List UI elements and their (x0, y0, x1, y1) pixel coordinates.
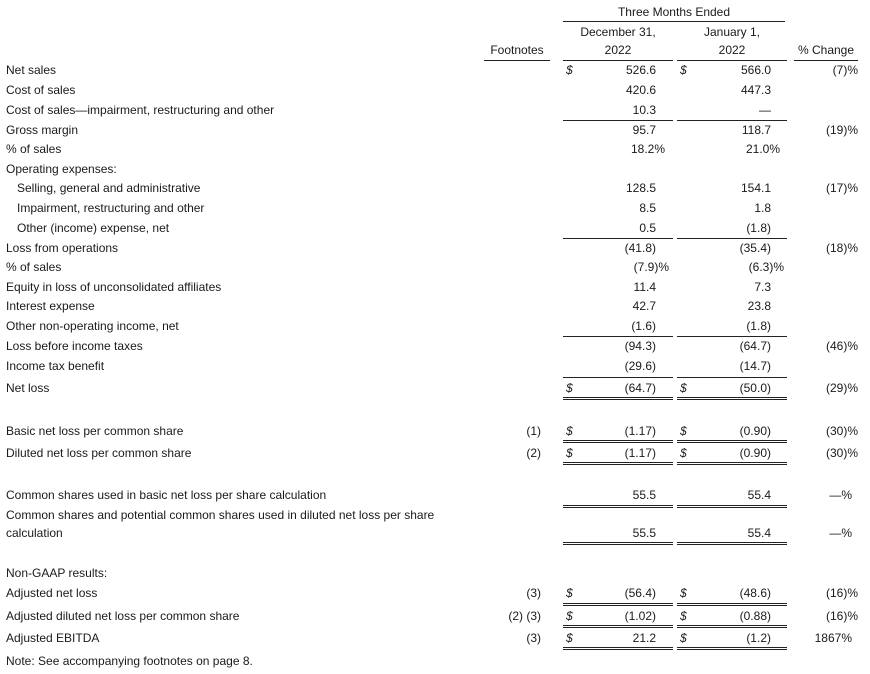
currency-symbol: $ (680, 381, 687, 395)
total-double-rule (563, 603, 673, 606)
row-label: Other non-operating income, net (6, 319, 179, 333)
currency-symbol: $ (566, 63, 573, 77)
percent-change: (30)% (825, 424, 858, 438)
value-current: (64.7) (624, 381, 656, 395)
footnote-ref: (1) (526, 424, 541, 438)
footnote-ref: (3) (526, 631, 541, 645)
header-col1-date: December 31, (580, 25, 656, 39)
value-current: 55.5 (632, 526, 656, 540)
value-prior: (1.8) (746, 319, 771, 333)
subtotal-rule (677, 120, 787, 121)
currency-symbol: $ (680, 446, 687, 460)
total-double-rule (677, 625, 787, 628)
header-three-months-ended: Three Months Ended (617, 5, 731, 19)
value-current: (1.17) (624, 446, 656, 460)
header-col2-rule (677, 60, 787, 61)
currency-symbol: $ (680, 609, 687, 623)
total-double-rule (563, 462, 673, 465)
row-label: Loss from operations (6, 241, 119, 255)
total-double-rule (563, 542, 673, 545)
value-prior: (0.88) (739, 609, 771, 623)
total-double-rule (563, 647, 673, 650)
value-prior: — (759, 103, 771, 117)
header-footnotes-rule (484, 60, 550, 61)
total-double-rule (677, 505, 787, 508)
value-current: 526.6 (625, 63, 656, 77)
value-prior: 23.8 (747, 299, 771, 313)
value-current: 420.6 (625, 83, 656, 97)
row-label: Cost of sales—impairment, restructuring and other (6, 103, 275, 117)
percent-change: 1867% (814, 631, 852, 645)
value-prior: (6.3)% (748, 260, 784, 274)
header-col1-year: 2022 (604, 43, 632, 57)
value-prior: (0.90) (739, 424, 771, 438)
value-prior: 21.0% (745, 142, 780, 156)
total-double-rule (563, 625, 673, 628)
header-percent-change: % Change (797, 43, 855, 57)
total-double-rule (563, 505, 673, 508)
row-label: Common shares and potential common shares used in diluted net loss per share (6, 508, 435, 522)
percent-change: (16)% (825, 609, 858, 623)
header-change-rule (794, 60, 858, 61)
subtotal-rule (563, 377, 673, 378)
currency-symbol: $ (566, 424, 573, 438)
currency-symbol: $ (566, 609, 573, 623)
footnote-ref: (2) (3) (508, 609, 541, 623)
row-label: Cost of sales (6, 83, 76, 97)
row-label: % of sales (6, 260, 62, 274)
value-prior: 447.3 (740, 83, 771, 97)
total-double-rule (563, 440, 673, 443)
total-double-rule (563, 397, 673, 400)
header-group-rule (563, 21, 785, 22)
value-current: 11.4 (633, 280, 656, 294)
subtotal-rule (563, 238, 673, 239)
value-current: 8.5 (639, 201, 656, 215)
percent-change: (16)% (825, 586, 858, 600)
value-prior: 118.7 (741, 123, 771, 137)
subtotal-rule (563, 336, 673, 337)
footnote-ref: (2) (526, 446, 541, 460)
value-prior: 154.1 (740, 181, 771, 195)
row-label: Loss before income taxes (6, 339, 143, 353)
value-current: 128.5 (625, 181, 656, 195)
row-label: Adjusted net loss (6, 586, 98, 600)
percent-change: (19)% (825, 123, 858, 137)
value-prior: (14.7) (739, 359, 771, 373)
total-double-rule (677, 462, 787, 465)
footnote-note: Note: See accompanying footnotes on page 8. (6, 654, 253, 668)
value-prior: (1.2) (746, 631, 771, 645)
total-double-rule (677, 647, 787, 650)
header-col1-rule (563, 60, 673, 61)
value-current: 95.7 (632, 123, 656, 137)
percent-change: (17)% (825, 181, 858, 195)
header-footnotes: Footnotes (490, 43, 544, 57)
value-prior: (35.4) (739, 241, 771, 255)
value-prior: 566.0 (740, 63, 771, 77)
value-current: (94.3) (624, 339, 656, 353)
row-label: Diluted net loss per common share (6, 446, 192, 460)
percent-change: —% (829, 488, 852, 502)
subtotal-rule (677, 336, 787, 337)
footnote-ref: (3) (526, 586, 541, 600)
row-label: Other (income) expense, net (17, 221, 170, 235)
value-current: (7.9)% (633, 260, 669, 274)
row-label: Equity in loss of unconsolidated affiliates (6, 280, 222, 294)
percent-change: (29)% (825, 381, 858, 395)
row-label: Net sales (6, 63, 57, 77)
row-label: Net loss (6, 381, 50, 395)
section-heading: Operating expenses: (6, 162, 117, 176)
total-double-rule (677, 440, 787, 443)
value-current: (1.17) (624, 424, 656, 438)
row-label: Impairment, restructuring and other (17, 201, 205, 215)
value-current: 18.2% (630, 142, 665, 156)
row-label-continuation: calculation (6, 526, 63, 540)
currency-symbol: $ (680, 63, 687, 77)
currency-symbol: $ (566, 381, 573, 395)
total-double-rule (677, 397, 787, 400)
row-label: % of sales (6, 142, 62, 156)
value-prior: (64.7) (739, 339, 771, 353)
percent-change: (7)% (832, 63, 858, 77)
value-prior: (48.6) (739, 586, 771, 600)
row-label: Basic net loss per common share (6, 424, 184, 438)
percent-change: (46)% (825, 339, 858, 353)
currency-symbol: $ (680, 424, 687, 438)
value-prior: 55.4 (747, 526, 771, 540)
section-heading: Non-GAAP results: (6, 566, 108, 580)
value-prior: (0.90) (739, 446, 771, 460)
total-double-rule (677, 542, 787, 545)
value-current: 55.5 (632, 488, 656, 502)
value-current: 42.7 (632, 299, 656, 313)
row-label: Gross margin (6, 123, 79, 137)
currency-symbol: $ (566, 631, 573, 645)
row-label: Adjusted EBITDA (6, 631, 100, 645)
value-prior: (50.0) (739, 381, 771, 395)
value-prior: 1.8 (754, 201, 771, 215)
value-current: (29.6) (624, 359, 656, 373)
value-current: 0.5 (639, 221, 656, 235)
row-label: Selling, general and administrative (17, 181, 201, 195)
row-label: Adjusted diluted net loss per common share (6, 609, 240, 623)
row-label: Common shares used in basic net loss per share calculation (6, 488, 327, 502)
total-double-rule (677, 603, 787, 606)
currency-symbol: $ (680, 631, 687, 645)
value-current: 10.3 (632, 103, 656, 117)
value-current: (1.02) (624, 609, 656, 623)
header-col2-year: 2022 (718, 43, 746, 57)
value-prior: (1.8) (746, 221, 771, 235)
currency-symbol: $ (566, 586, 573, 600)
subtotal-rule (563, 120, 673, 121)
subtotal-rule (677, 238, 787, 239)
value-current: (56.4) (624, 586, 656, 600)
currency-symbol: $ (680, 586, 687, 600)
percent-change: (30)% (825, 446, 858, 460)
value-current: (1.6) (631, 319, 656, 333)
header-col2-date: January 1, (703, 25, 761, 39)
row-label: Income tax benefit (6, 359, 105, 373)
value-current: (41.8) (624, 241, 656, 255)
subtotal-rule (677, 377, 787, 378)
value-prior: 7.3 (754, 280, 771, 294)
value-prior: 55.4 (747, 488, 771, 502)
value-current: 21.2 (632, 631, 656, 645)
row-label: Interest expense (6, 299, 95, 313)
percent-change: —% (829, 526, 852, 540)
currency-symbol: $ (566, 446, 573, 460)
percent-change: (18)% (825, 241, 858, 255)
